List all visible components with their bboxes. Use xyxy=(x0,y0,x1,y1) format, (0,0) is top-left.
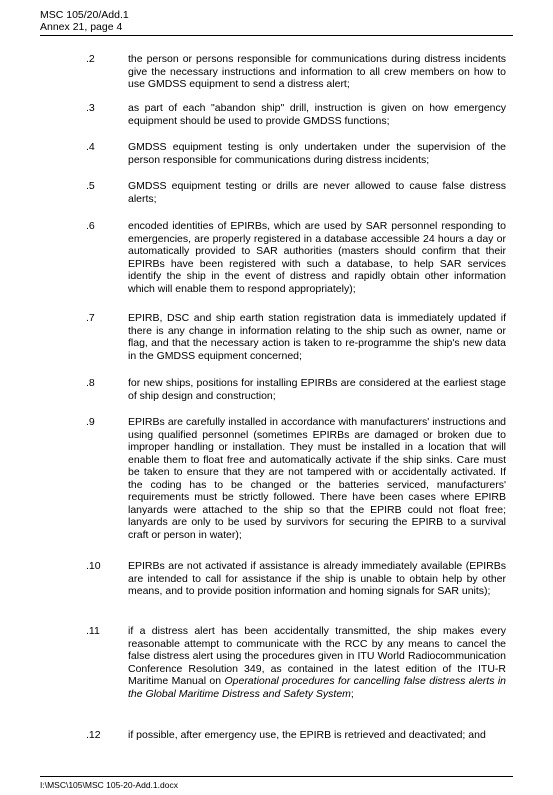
item-text: as part of each "abandon ship" drill, instruction is given on how emergency equipment should be used to provide GMDSS functions; xyxy=(128,102,506,127)
item-text-plain: if a distress alert has been accidentally transmitted, the ship makes every reasonable attempt to communicate with the RCC by any means to cancel the false distress alert using the procedures given in ITU World Radiocommunication Conference Resolution 349, as contained in the latest edition of the ITU-R Maritime Manual on xyxy=(128,625,506,687)
list-item xyxy=(86,141,506,166)
page-header xyxy=(40,9,129,33)
list-item xyxy=(86,729,506,742)
item-number: .4 xyxy=(86,141,95,153)
item-number: .10 xyxy=(86,560,101,572)
item-text xyxy=(128,625,506,700)
list-item xyxy=(86,220,506,295)
item-number: .7 xyxy=(86,312,95,324)
item-number: .5 xyxy=(86,180,95,192)
item-text: EPIRBs are carefully installed in accordance with manufacturers' instructions and using qualified personnel (sometimes EPIRBs are damaged or broken due to improper handling or installation. They must be installed in a location that will enable them to float free and automatically activate if the ship sinks. Care must be taken to ensure that they are not tampered with or accidentally activated. If the coding has to be changed or the batteries serviced, manufacturers' requirements must be strictly followed. There have been cases where EPIRB lanyards were attached to the ship so that the EPIRB could not float free; lanyards are only to be used by survivors for securing the EPIRB to a survival craft or person in water); xyxy=(128,416,506,541)
item-text: EPIRB, DSC and ship earth station registration data is immediately updated if there is any change in information relating to the ship such as owner, name or flag, and that the necessary action is taken to re-programme the ship's new data in the GMDSS equipment concerned; xyxy=(128,312,506,362)
item-text: EPIRBs are not activated if assistance is already immediately available (EPIRBs are intended to call for assistance if the ship is unable to obtain help by other means, and to provide position information and homing signals for SAR units); xyxy=(128,560,506,597)
item-text-end: ; xyxy=(350,687,354,700)
annex-page-label: Annex 21, page 4 xyxy=(40,21,123,33)
list-item xyxy=(86,312,506,362)
list-item xyxy=(86,180,506,205)
item-text: the person or persons responsible for communications during distress incidents give the necessary instructions and information to all crew members on how to use GMDSS equipment to send a distress alert; xyxy=(128,53,506,90)
document-symbol: MSC 105/20/Add.1 xyxy=(40,9,129,21)
item-number: .12 xyxy=(86,729,101,741)
item-text: GMDSS equipment testing is only undertaken under the supervision of the person responsible for communications during distress incidents; xyxy=(128,141,506,166)
item-text: for new ships, positions for installing EPIRBs are considered at the earliest stage of ship design and construction; xyxy=(128,377,506,402)
list-item xyxy=(86,625,506,700)
list-item xyxy=(86,560,506,598)
publication-title: Operational procedures for cancelling false distress alerts in the Global Maritime Distress and Safety System xyxy=(128,675,506,700)
header-divider xyxy=(40,35,513,36)
footer-divider xyxy=(40,776,513,777)
list-item xyxy=(86,416,506,541)
item-number: .2 xyxy=(86,53,95,65)
item-number: .8 xyxy=(86,377,95,389)
item-number: .11 xyxy=(86,625,100,637)
file-path-footer: I:\MSC\105\MSC 105-20-Add.1.docx xyxy=(40,780,178,790)
item-number: .9 xyxy=(86,416,95,428)
list-item xyxy=(86,53,506,91)
item-text: GMDSS equipment testing or drills are never allowed to cause false distress alerts; xyxy=(128,180,506,205)
item-number: .6 xyxy=(86,220,95,232)
item-text: if possible, after emergency use, the EPIRB is retrieved and deactivated; and xyxy=(128,729,486,741)
list-item xyxy=(86,377,506,402)
list-item xyxy=(86,102,506,127)
item-number: .3 xyxy=(86,102,95,114)
item-text: encoded identities of EPIRBs, which are used by SAR personnel responding to emergencies, are properly registered in a database accessible 24 hours a day or automatically provided to SAR authorities (masters should confirm that their EPIRBs have been registered with such a database, to help SAR services identify the ship in the event of distress and rapidly obtain other information which will enable them to respond appropriately); xyxy=(128,220,506,295)
